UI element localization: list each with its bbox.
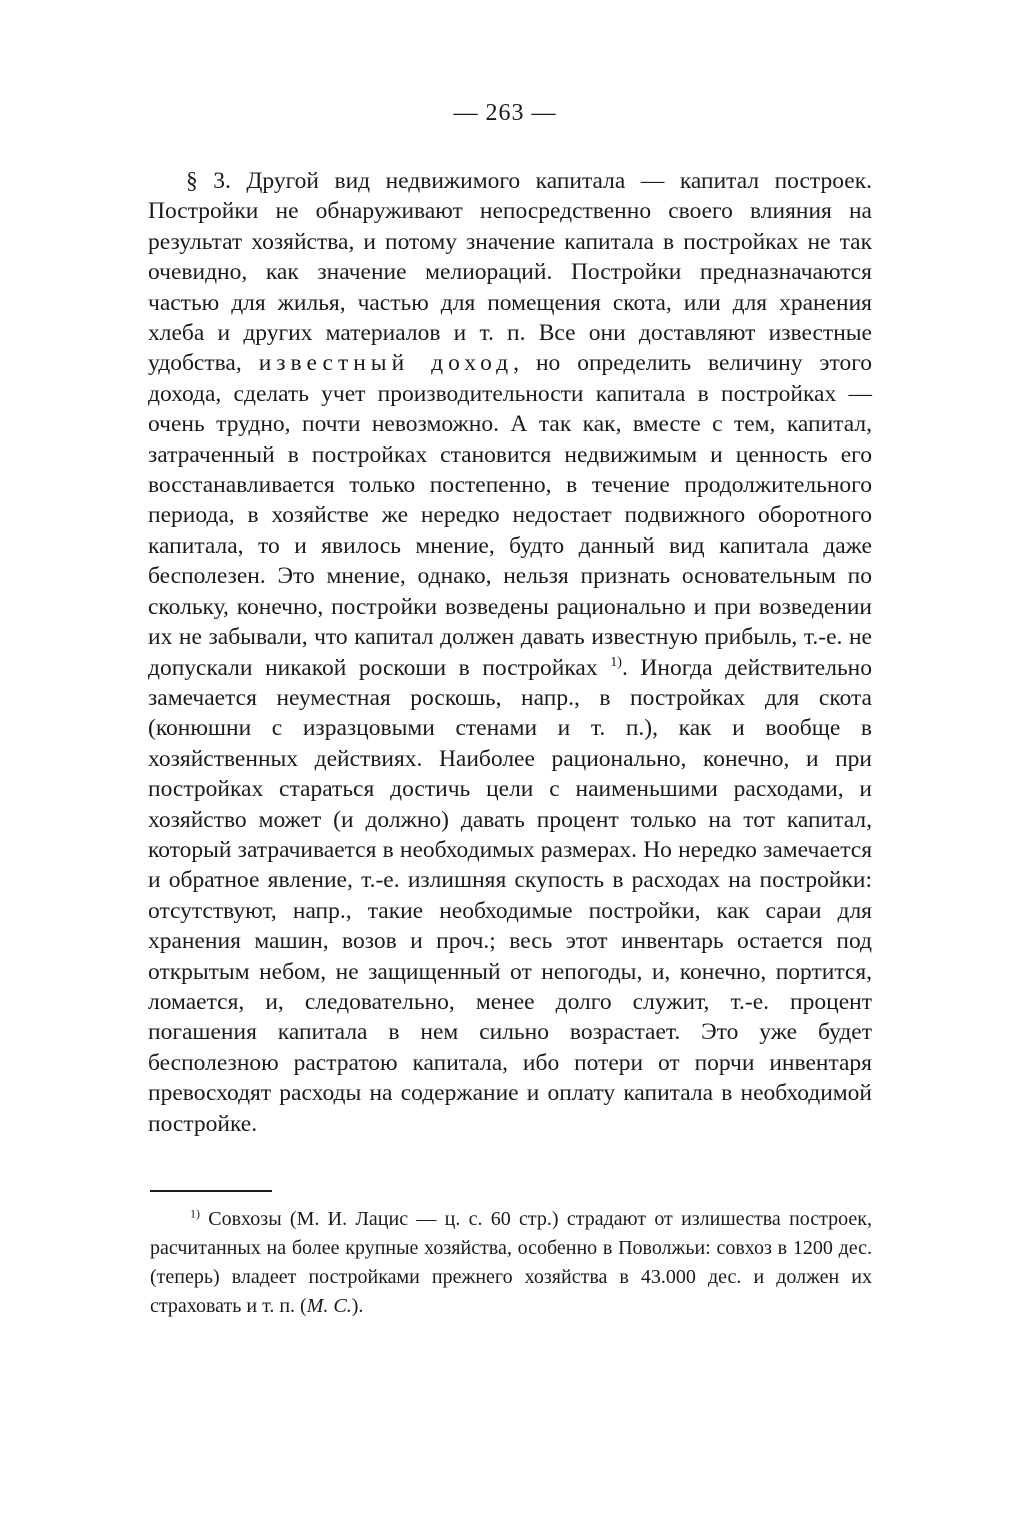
paragraph-text-part-3: . Иногда действительно замечается неуместная роскошь, напр., в постройках для скота (конюшни с изразцовыми стенами и т. п.), как и вообще в хозяйственных действиях. Наиболее рационально, конечно, и при постройках стараться достичь цели с наименьшими расходами, и хозяйство может (и должно) давать процент только на тот капитал, который затрачивается в необходимых размерах. Но нередко замечается и обратное явление, т.-е. излишняя скупость в расходах на постройки: отсутствуют, напр., такие необходимые постройки, как сараи для хранения машин, возов и проч.; весь этот инвентарь остается под открытым небом, не защищенный от непогоды, и, конечно, портится, ломается, и, следовательно, менее долго служит, т.-е. процент погашения капитала в нем сильно возрастает. Это уже будет бесполезною растратою капитала, ибо потери от порчи инвентаря превосходят расходы на содержание и оплату капитала в необходимой постройке. [148, 654, 872, 1137]
paragraph-text-part-1: § 3. Другой вид недвижимого капитала — капитал построек. Постройки не обнаруживают непосредственно своего влияния на результат хозяйства, и потому значение капитала в постройках не так очевидно, как значение мелиораций. Постройки предназначаются частью для жилья, частью для помещения скота, или для хранения хлеба и других материалов и т. п. Все они доставляют известные удобства, [148, 168, 872, 377]
page-number: — 263 — [453, 100, 557, 126]
main-paragraph [148, 166, 872, 1139]
footnote-text: Совхозы (М. И. Лацис — ц. с. 60 стр.) страдают от излишества построек, расчитанных на более крупные хозяйства, особенно в Поволжьи: совхоз в 1200 дес. (теперь) владеет постройками прежнего хозяйства в 43.000 дес. и должен их страховать и т. п. ( [150, 1208, 872, 1317]
footnote [150, 1205, 872, 1321]
footnote-divider [150, 1190, 272, 1192]
paragraph-text-part-2: , но определить величину этого дохода, сделать учет производительности капитала в постройках — очень трудно, почти невозможно. А так как, вместе с тем, капитал, затраченный в постройках становится недвижимым и ценность его восстанавливается только постепенно, в течение продолжительного периода, в хозяйстве же нередко недостает подвижного оборотного капитала, то и явилось мнение, будто данный вид капитала даже бесполезен. Это мнение, однако, нельзя признать основательным по скольку, конечно, постройки возведены рационально и при возведении их не забывали, что капитал должен давать известную прибыль, т.-е. не допускали никакой роскоши в постройках [148, 350, 873, 681]
footnote-initials: М. С. [306, 1295, 352, 1317]
footnote-close: ). [351, 1295, 364, 1317]
footnote-marker: 1) [190, 1206, 200, 1221]
emphasized-phrase: известный доход [258, 350, 514, 377]
footnote-reference: 1) [610, 653, 622, 670]
